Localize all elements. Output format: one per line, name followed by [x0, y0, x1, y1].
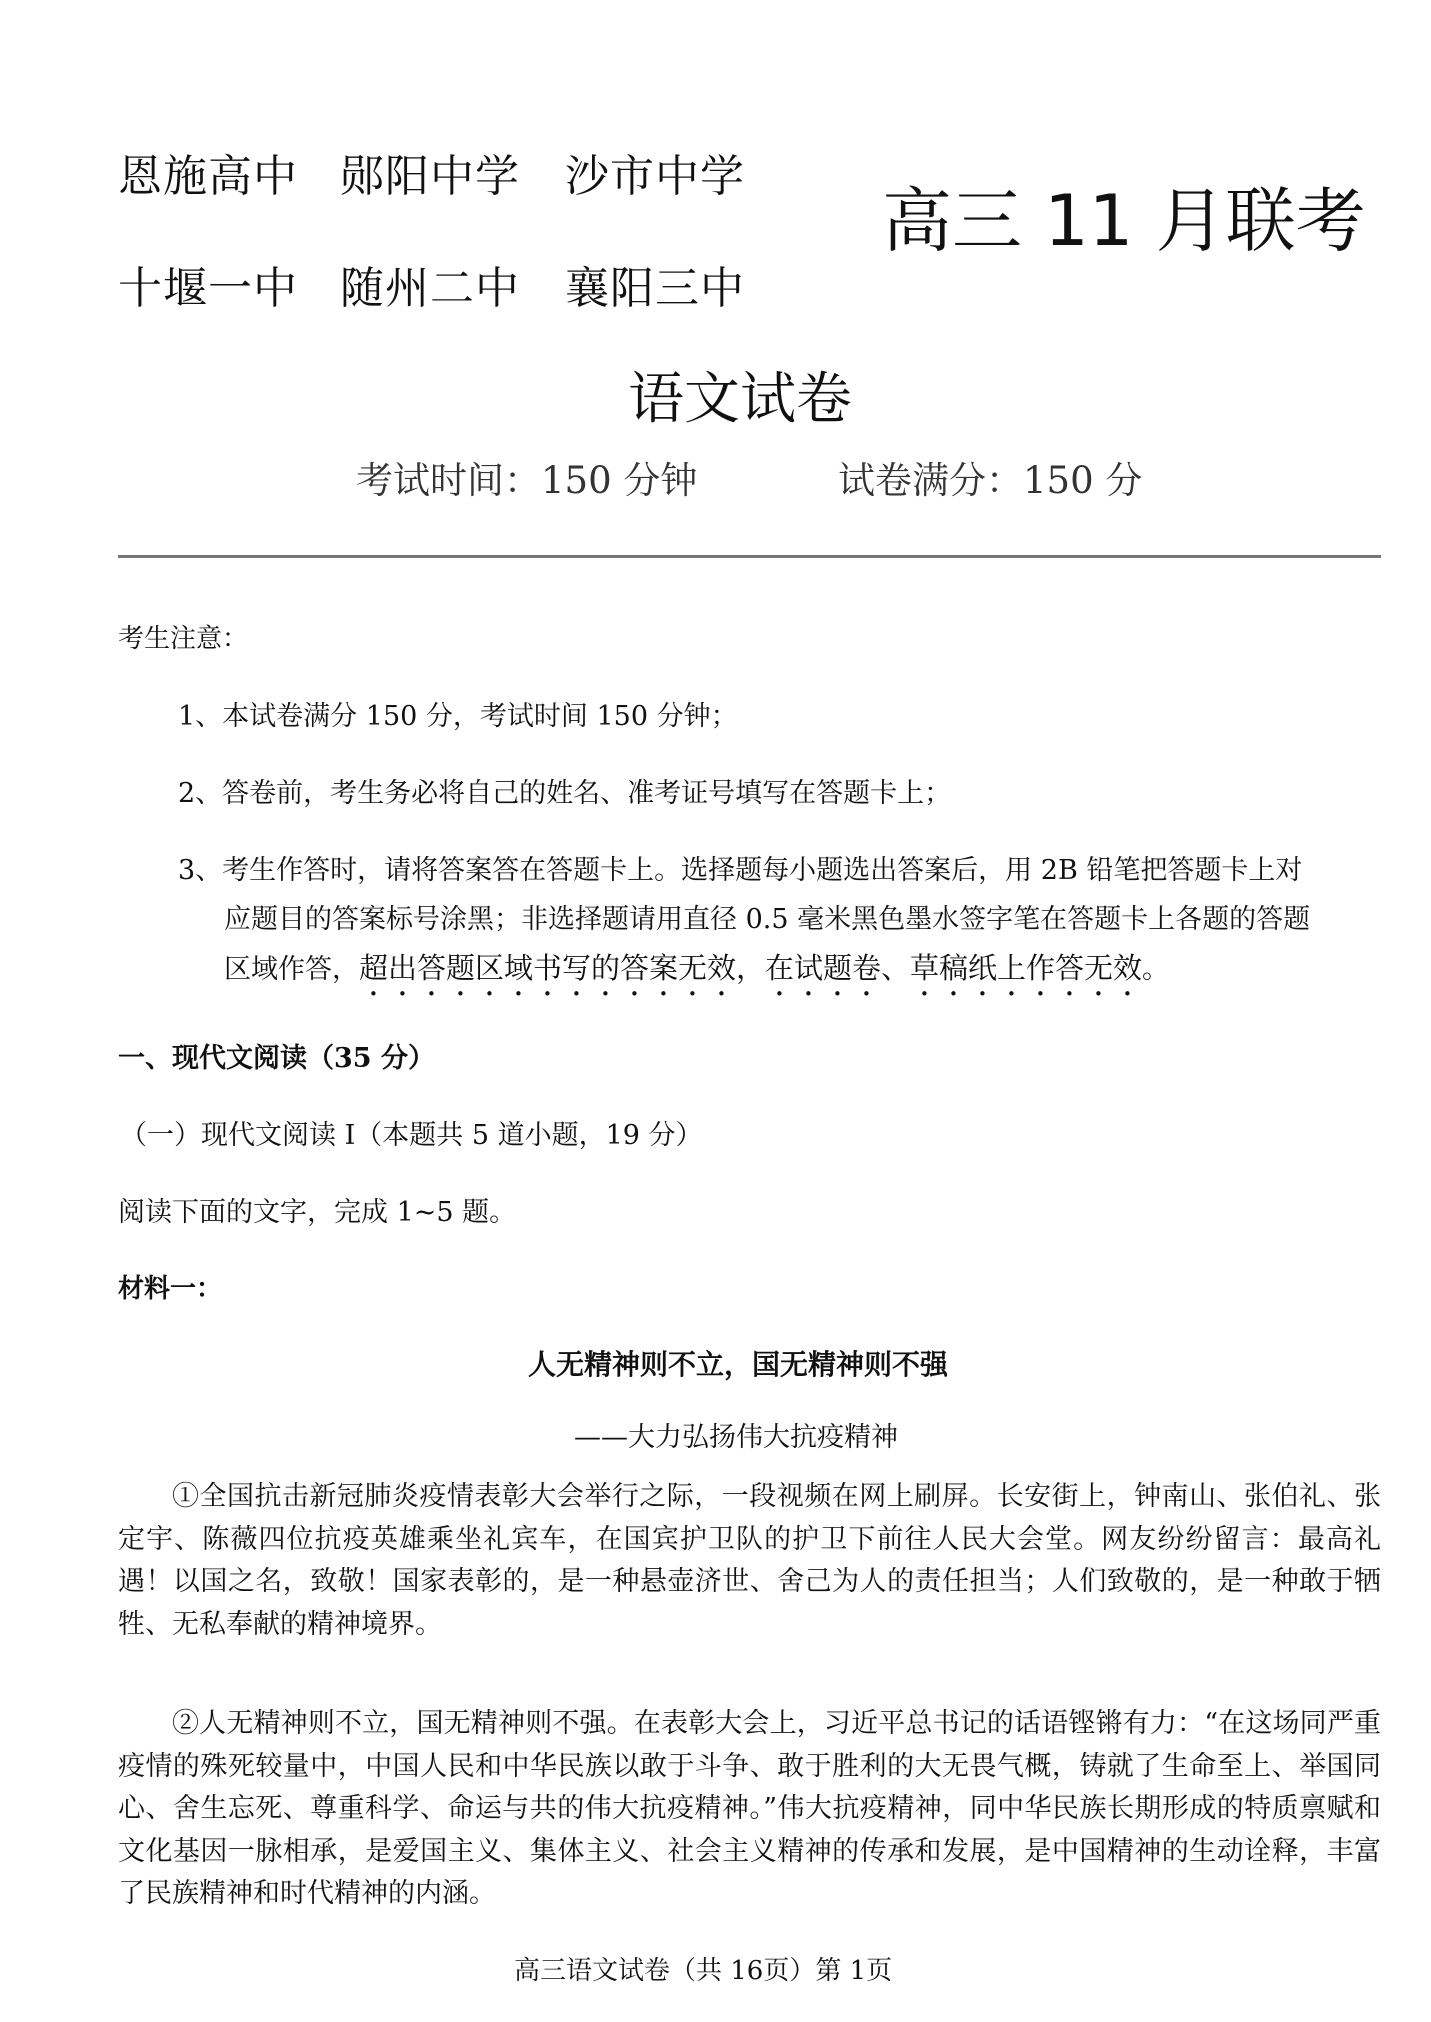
- article-paragraph-2: [118, 1703, 1381, 1916]
- school-name: 恩施高中: [118, 151, 298, 202]
- notice-item-3-line3: [224, 946, 1169, 1003]
- material-label: 材料一：: [118, 1274, 223, 1304]
- paragraph-text: ②人无精神则不立，国无精神则不强。在表彰大会上，习近平总书记的话语铿锵有力：“在这场同严重疫情的殊死较量中，中国人民和中华民族以敢于斗争、敢于胜利的大无畏气概，铸就了生命至上、举国同心、舍生忘死、尊重科学、命运与共的伟大抗疫精神。”伟大抗疫精神，同中华民族长期形成的特质禀赋和文化基因一脉相承，是爱国主义、集体主义、社会主义精神的传承和发展，是中国精神的生动诠释，丰富了民族精神和时代精神的内涵。: [118, 1708, 1381, 1909]
- page-footer: 高三语文试卷（共 16页）第 1页: [514, 1956, 893, 1986]
- notice-item-2: 2、答卷前，考生务必将自己的姓名、准考证号填写在答题卡上；: [178, 778, 952, 809]
- section-heading: 一、现代文阅读（35 分）: [118, 1043, 435, 1074]
- article-title: 人无精神则不立，国无精神则不强: [528, 1348, 949, 1381]
- subject-title: 语文试卷: [628, 367, 852, 432]
- school-name: 随州二中: [340, 263, 520, 314]
- section-subheading: （一）现代文阅读 I（本题共 5 道小题，19 分）: [120, 1120, 703, 1151]
- notice-item-3-prefix: 区域作答，: [224, 954, 359, 985]
- notice-item-1: 1、本试卷满分 150 分，考试时间 150 分钟；: [178, 701, 738, 732]
- notice-item-3-line1: 3、考生作答时，请将答案答在答题卡上。选择题每小题选出答案后，用 2B 铅笔把答题卡上对: [178, 855, 1303, 886]
- notice-item-3-suffix: 。: [1142, 954, 1170, 985]
- exam-title: 高三 11 月联考: [882, 180, 1366, 262]
- school-name: 沙市中学: [565, 151, 745, 202]
- article-paragraph-1: [118, 1476, 1381, 1646]
- full-score: 试卷满分：150 分: [838, 459, 1143, 502]
- header-divider: [118, 555, 1381, 558]
- paragraph-text: ①全国抗击新冠肺炎疫情表彰大会举行之际，一段视频在网上刷屏。长安街上，钟南山、张伯礼、张定宇、陈薇四位抗疫英雄乘坐礼宾车，在国宾护卫队的护卫下前往人民大会堂。网友纷纷留言：最高礼遇！以国之名，致敬！国家表彰的，是一种悬壶济世、舍己为人的责任担当；人们致敬的，是一种敢于牺牲、无私奉献的精神境界。: [118, 1481, 1381, 1640]
- notice-heading: 考生注意：: [118, 624, 249, 654]
- emphasized-warning: 超出答题区域书写的答案无效，在试题卷、草稿纸上作答无效: [359, 951, 1143, 985]
- school-name: 郧阳中学: [340, 151, 520, 202]
- article-subtitle: ——大力弘扬伟大抗疫精神: [574, 1422, 898, 1453]
- notice-item-3-line2: 应题目的答案标号涂黑；非选择题请用直径 0.5 毫米黑色墨水签字笔在答题卡上各题的答题: [224, 904, 1311, 935]
- reading-instruction: 阅读下面的文字，完成 1~5 题。: [118, 1197, 517, 1228]
- exam-time: 考试时间：150 分钟: [356, 459, 698, 502]
- school-name: 襄阳三中: [565, 263, 745, 314]
- school-name: 十堰一中: [118, 263, 298, 314]
